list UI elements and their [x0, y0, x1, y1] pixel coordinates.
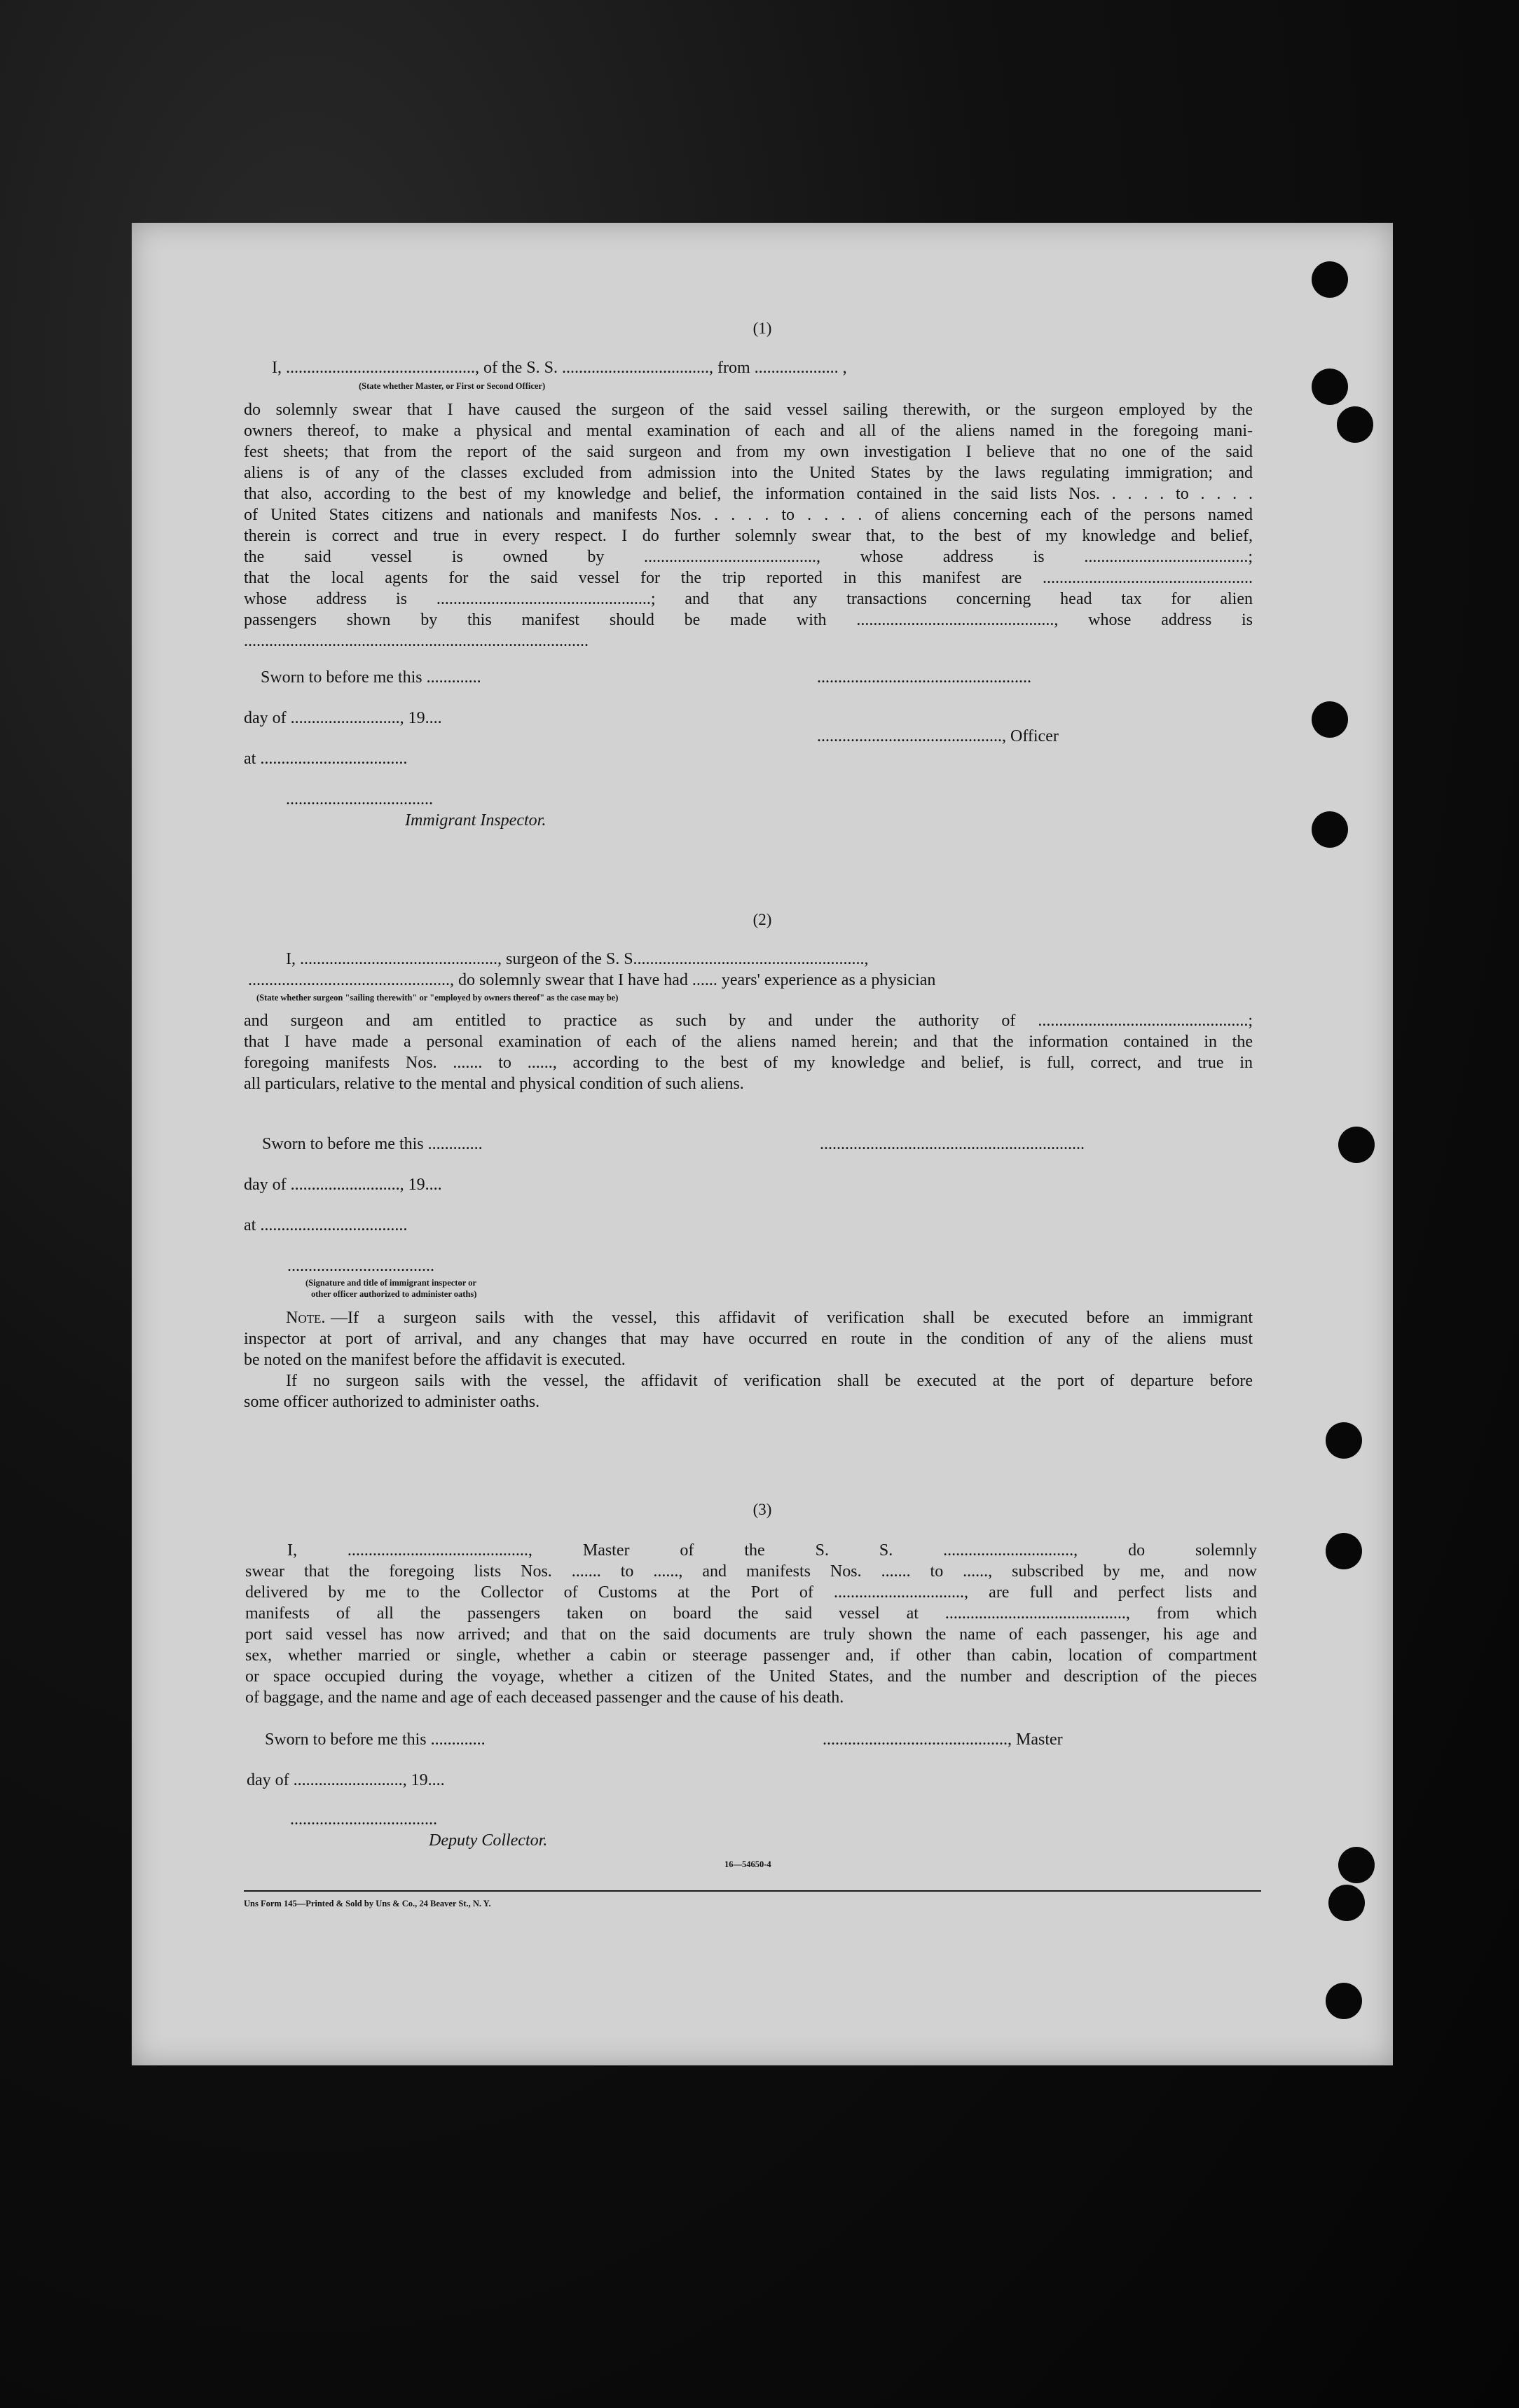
s2-line-2-note: (State whether surgeon "sailing therewith" or "employed by owners thereof" as the case may be): [256, 993, 619, 1003]
s1-para-last: ..................................................................................: [244, 632, 589, 650]
s3-master: ............................................, Master: [823, 1731, 1063, 1749]
s3-sworn: Sworn to before me this .............: [265, 1731, 486, 1749]
section-1-number: (1): [752, 319, 772, 337]
s3-para-line: manifests of all the passengers taken on board the said vessel at ..........................................., from which: [245, 1604, 1257, 1623]
punch-hole: [1312, 369, 1348, 405]
section-2-number: (2): [752, 911, 772, 928]
s3-para-line: I, ..........................................., Master of the S. S. ..............................., do solemnly: [287, 1541, 1257, 1560]
s1-para-line: whose address is ...................................................; and that any transactions concerning head tax for alien: [244, 590, 1253, 608]
s3-para-line: delivered by me to the Collector of Customs at the Port of ..............................., are full and perfect lists and: [245, 1583, 1257, 1602]
s1-para-line: therein is correct and true in every respect. I do further solemnly swear that, to the best of my knowledge and belief,: [244, 527, 1253, 545]
s1-para-line: do solemnly swear that I have caused the surgeon of the said vessel sailing therewith, or the surgeon employed by the: [244, 401, 1253, 419]
punch-hole: [1326, 1422, 1362, 1459]
s2-line-1: I, ..............................................., surgeon of the S. S.......................................................,: [286, 950, 869, 968]
s1-para-line: passengers shown by this manifest should be made with ..............................................., whose address is: [244, 611, 1253, 629]
s2-note-line: —If a surgeon sails with the vessel, this affidavit of verification shall be executed before an immigrant: [331, 1309, 1253, 1327]
punch-hole: [1312, 811, 1348, 848]
s1-immigrant-inspector: Immigrant Inspector.: [405, 811, 547, 830]
s2-note2-last: some officer authorized to administer oaths.: [244, 1393, 540, 1411]
s1-day: day of .........................., 19....: [244, 709, 442, 727]
s2-note-head: Note.: [286, 1309, 326, 1327]
s3-para-line: or space occupied during the voyage, whether a citizen of the United States, and the number and description of the pieces: [245, 1667, 1257, 1686]
s2-signature-line: ...............................................................: [820, 1135, 1085, 1153]
s1-signature-line: ...................................................: [817, 668, 1031, 687]
s2-signature2-line: ...................................: [287, 1257, 434, 1275]
s2-line-2: ................................................, do solemnly swear that I have had ...... years' experience as a physician: [248, 971, 936, 989]
s2-note-last: be noted on the manifest before the affidavit is executed.: [244, 1351, 626, 1369]
s2-signature2-note-1: (Signature and title of immigrant inspector or: [305, 1278, 476, 1288]
s1-para-line: that the local agents for the said vessel for the trip reported in this manifest are ..................................................: [244, 569, 1253, 587]
s1-sworn: Sworn to before me this .............: [261, 668, 481, 687]
s1-at: at ...................................: [244, 750, 408, 768]
s2-at: at ...................................: [244, 1216, 408, 1234]
s2-day: day of .........................., 19....: [244, 1176, 442, 1194]
punch-hole: [1312, 701, 1348, 738]
s1-para-line: of United States citizens and nationals and manifests Nos. . . . . to . . . . of aliens concerning each of the persons named: [244, 506, 1253, 524]
s3-para-last: of baggage, and the name and age of each deceased passenger and the cause of his death.: [245, 1688, 844, 1707]
s1-para-line: aliens is of any of the classes excluded from admission into the United States by the laws regulating immigration; and: [244, 464, 1253, 482]
s3-deputy-collector: Deputy Collector.: [429, 1831, 548, 1850]
punch-hole: [1312, 261, 1348, 298]
s3-para-line: port said vessel has now arrived; and that on the said documents are truly shown the name of each passenger, his age and: [245, 1625, 1257, 1644]
document-page: [132, 223, 1393, 2065]
s2-note-line: inspector at port of arrival, and any changes that may have occurred en route in the condition of any of the aliens must: [244, 1330, 1253, 1348]
s1-line-1: I, ............................................., of the S. S. ..................................., from .................... ,: [272, 359, 847, 377]
s1-para-line: owners thereof, to make a physical and mental examination of each and all of the aliens named in the foregoing mani-: [244, 422, 1253, 440]
s2-para-line: and surgeon and am entitled to practice as such by and under the authority of ..................................................;: [244, 1012, 1253, 1030]
punch-hole: [1338, 1127, 1375, 1163]
s1-inspector-line: ...................................: [286, 790, 433, 809]
s1-officer: ............................................, Officer: [817, 727, 1059, 745]
s2-para-line: that I have made a personal examination of each of the aliens named herein; and that the information contained in the: [244, 1033, 1253, 1051]
s2-signature2-note-2: other officer authorized to administer oaths): [311, 1289, 477, 1299]
s3-collector-line: ...................................: [290, 1810, 437, 1829]
form-number: 16—54650-4: [724, 1859, 771, 1869]
s2-para-line: foregoing manifests Nos. ....... to ......, according to the best of my knowledge and belief, is full, correct, and true in: [244, 1054, 1253, 1072]
punch-hole: [1328, 1885, 1365, 1921]
punch-hole: [1338, 1847, 1375, 1883]
s1-line-1-note: (State whether Master, or First or Second Officer): [359, 381, 546, 391]
punch-hole: [1326, 1533, 1362, 1569]
s2-sworn: Sworn to before me this .............: [262, 1135, 483, 1153]
section-3-number: (3): [752, 1501, 772, 1518]
s2-note2-line: If no surgeon sails with the vessel, the affidavit of verification shall be executed at the port of departure before: [286, 1372, 1253, 1390]
s1-para-line: the said vessel is owned by ........................................., whose address is .......................................;: [244, 548, 1253, 566]
footer-rule: [244, 1890, 1261, 1892]
s3-day: day of .........................., 19....: [247, 1771, 445, 1789]
printer-imprint: Uns Form 145—Printed & Sold by Uns & Co., 24 Beaver St., N. Y.: [244, 1899, 491, 1908]
s1-para-line: that also, according to the best of my knowledge and belief, the information contained in the said lists Nos. . . . . to . . . .: [244, 485, 1253, 503]
s3-para-line: swear that the foregoing lists Nos. ....... to ......, and manifests Nos. ....... to ......, subscribed by me, and now: [245, 1562, 1257, 1581]
s1-para-line: fest sheets; that from the report of the said surgeon and from my own investigation I believe that no one of the said: [244, 443, 1253, 461]
punch-hole: [1337, 406, 1373, 443]
s3-para-line: sex, whether married or single, whether a cabin or steerage passenger and, if other than cabin, location of compartment: [245, 1646, 1257, 1665]
punch-hole: [1326, 1983, 1362, 2019]
s2-para-last: all particulars, relative to the mental and physical condition of such aliens.: [244, 1075, 744, 1093]
